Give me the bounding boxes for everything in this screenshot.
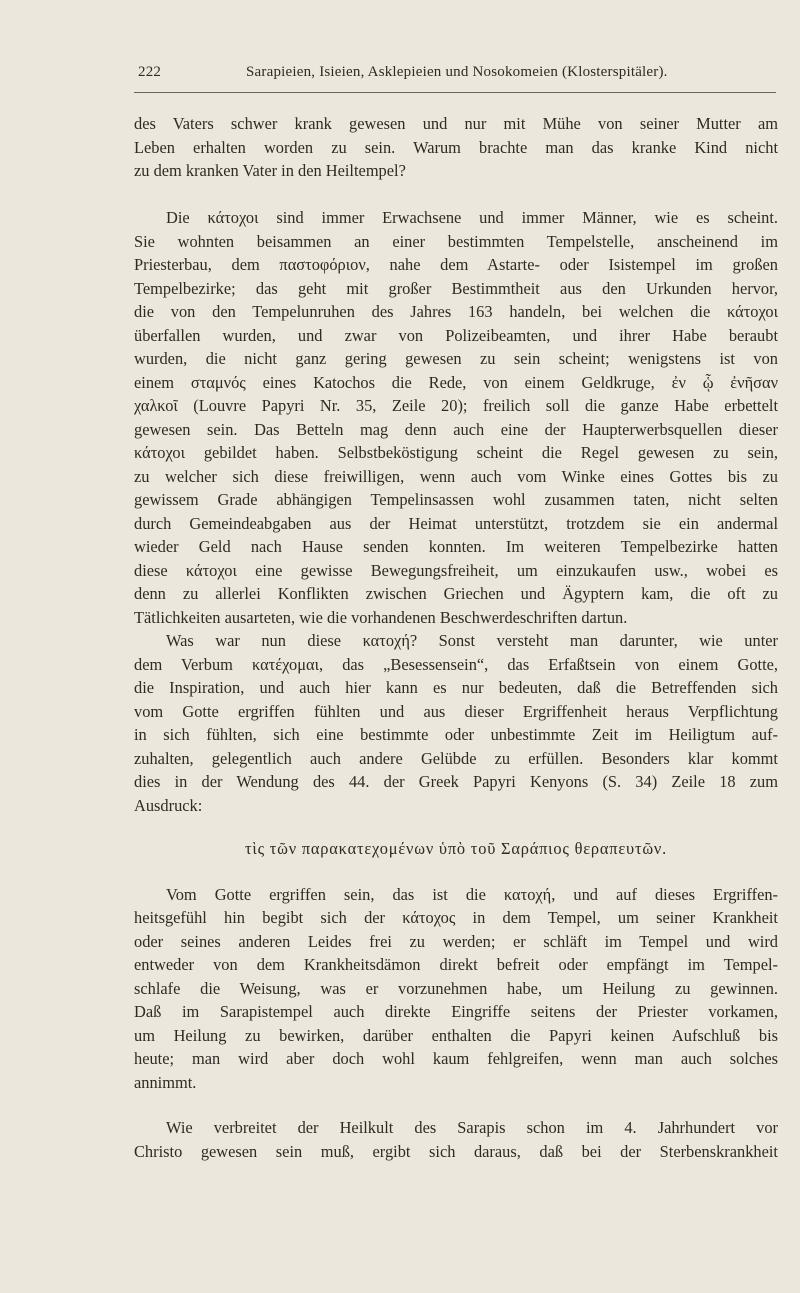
text-line: vom Gotte ergriffen fühlten und aus dieser Ergriffenheit heraus Verpflichtung: [134, 701, 778, 721]
paragraph-gap: [134, 183, 778, 207]
text-line: diese κάτοχοι eine gewisse Bewegungsfreiheit, um einzukaufen usw., wobei es: [134, 560, 778, 580]
text-line: zu welcher sich diese freiwilligen, wenn auch vom Winke eines Gottes bis zu: [134, 466, 778, 486]
text-line: Priesterbau, dem παστοφόριον, nahe dem Astarte- oder Isistempel im großen: [134, 255, 778, 274]
paragraph-gap: [134, 1094, 778, 1116]
text-line: zu dem kranken Vater in den Heiltempel?: [134, 161, 406, 180]
greek-quotation: τὶς τῶν παρακατεχομένων ὑπὸ τοῦ Σαράπιος θεραπευτῶν.: [244, 839, 668, 858]
text-line: Daß im Sarapistempel auch direkte Eingriffe seitens der Priester vorkamen,: [134, 1002, 778, 1021]
text-line: χαλκοῖ (Louvre Papyri Nr. 35, Zeile 20); freilich soll die ganze Habe erbettelt: [134, 396, 778, 415]
text-line: heitsgefühl hin begibt sich der κάτοχος in dem Tempel, um seiner Krankheit: [134, 908, 778, 927]
text-line: wieder Geld nach Hause senden konnten. Im weiteren Tempelbezirke hatten: [134, 537, 778, 556]
text-line: Sie wohnten beisammen an einer bestimmten Tempelstelle, anscheinend im: [134, 231, 778, 251]
header-rule: [134, 92, 776, 93]
text-line: κάτοχοι gebildet haben. Selbstbeköstigung scheint die Regel gewesen zu sein,: [134, 443, 778, 462]
text-line: Die κάτοχοι sind immer Erwachsene und immer Männer, wie es scheint.: [166, 208, 778, 227]
text-line: des Vaters schwer krank gewesen und nur mit Mühe von seiner Mutter am: [134, 114, 778, 133]
text-line: Tätlichkeiten ausarteten, wie die vorhandenen Beschwerdeschriften dartun.: [134, 607, 628, 627]
text-line: in sich fühlten, sich eine bestimmte oder unbestimmte Zeit im Heiligtum auf-: [134, 725, 778, 744]
text-line: Ausdruck:: [134, 795, 203, 815]
text-line: Wie verbreitet der Heilkult des Sarapis schon im 4. Jahrhundert vor: [166, 1118, 778, 1137]
text-line: durch Gemeindeabgaben aus der Heimat unterstützt, trotzdem sie ein andermal: [134, 513, 778, 533]
text-line: entweder von dem Krankheitsdämon direkt befreit oder empfängt im Tempel-: [134, 955, 778, 974]
text-line: Christo gewesen sein muß, ergibt sich daraus, daß bei der Sterbenskrankheit: [134, 1141, 778, 1161]
text-line: Leben erhalten worden zu sein. Warum brachte man das kranke Kind nicht: [134, 137, 778, 157]
paragraph-gap: [134, 817, 778, 837]
text-line: Vom Gotte ergriffen sein, das ist die κατοχή, und auf dieses Ergriffen-: [166, 884, 778, 904]
body-text: [134, 112, 778, 1163]
text-line: dies in der Wendung des 44. der Greek Papyri Kenyons (S. 34) Zeile 18 zum: [134, 772, 778, 791]
text-line: einem σταμνός eines Katochos die Rede, von einem Geldkruge, ἐν ᾧ ἐνῆσαν: [134, 372, 778, 392]
text-line: überfallen wurden, und zwar von Polizeibeamten, und ihrer Habe beraubt: [134, 325, 778, 345]
page-number: 222: [138, 64, 162, 80]
text-line: Tempelbezirke; das geht mit großer Bestimmtheit aus den Urkunden hervor,: [134, 278, 778, 298]
running-title: Sarapieien, Isieien, Asklepieien und Nosokomeien (Klosterspitäler).: [246, 64, 668, 80]
text-line: die Inspiration, und auch hier kann es nur bedeuten, daß die Betreffenden sich: [134, 678, 778, 697]
text-line: oder seines anderen Leides frei zu werden; er schläft im Tempel und wird: [134, 931, 778, 951]
text-line: schlafe die Weisung, was er vorzunehmen habe, um Heilung zu gewinnen.: [134, 978, 778, 998]
text-line: annimmt.: [134, 1072, 197, 1092]
text-line: um Heilung zu bewirken, darüber enthalten die Papyri keinen Aufschluß bis: [134, 1025, 778, 1045]
text-line: gewesen sein. Das Betteln mag denn auch eine der Haupterwerbsquellen dieser: [134, 419, 778, 439]
text-line: die von den Tempelunruhen des Jahres 163 handeln, bei welchen die κάτοχοι: [134, 302, 778, 321]
text-line: zuhalten, gelegentlich auch andere Gelübde zu erfüllen. Besonders klar kommt: [134, 748, 778, 768]
text-line: denn zu allerlei Konflikten zwischen Griechen und Ägyptern kam, die oft zu: [134, 584, 778, 603]
text-line: gewissem Grade abhängigen Tempelinsassen wohl zusammen taten, nicht selten: [134, 490, 778, 509]
paragraph-gap: [134, 861, 778, 883]
text-line: Was war nun diese κατοχή? Sonst versteht man darunter, wie unter: [166, 631, 778, 650]
text-line: wurden, die nicht ganz gering gewesen zu sein scheint; wenigstens ist von: [134, 349, 778, 368]
text-line: heute; man wird aber doch wohl kaum fehlgreifen, wenn man auch solches: [134, 1049, 778, 1068]
page-header: [134, 62, 776, 88]
text-line: dem Verbum κατέχομαι, das „Besessensein“, das Erfaßtsein von einem Gotte,: [134, 654, 778, 674]
